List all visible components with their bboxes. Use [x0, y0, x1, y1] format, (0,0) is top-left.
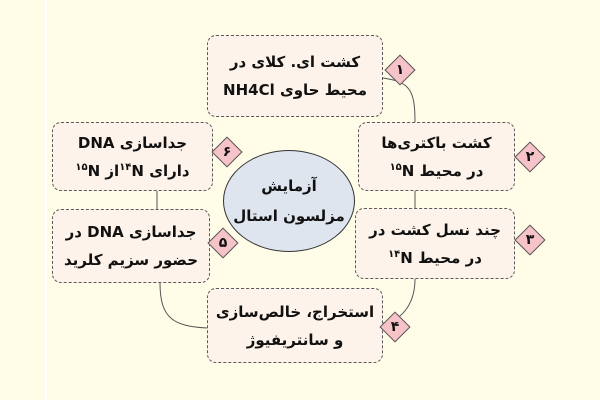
- step-5-number: ۵: [218, 235, 228, 251]
- isotope-mass: ۱۴: [119, 161, 132, 173]
- step-1-line2: محیط حاوی NH4Cl: [223, 81, 367, 99]
- isotope-mass: ۱۵: [75, 161, 88, 173]
- step-4-line2: و سانتریفیوژ: [246, 330, 344, 349]
- step-6-box: [52, 122, 213, 191]
- center-line1: آزمایش: [261, 177, 317, 195]
- isotope-symbol: N: [87, 161, 101, 180]
- isotope-mass: ۱۵: [389, 161, 402, 173]
- step-5-box: [52, 209, 210, 283]
- step-6-text: دارای: [143, 161, 190, 180]
- step-2-line1: کشت باکتری‌ها: [381, 133, 492, 152]
- isotope-symbol: N: [400, 248, 413, 267]
- step-5-line2: حضور سزیم کلرید: [63, 251, 199, 269]
- isotope-symbol: N: [131, 161, 144, 180]
- step-4-number: ۴: [390, 319, 400, 335]
- center-title: [223, 150, 355, 252]
- step-3-number: ۳: [525, 232, 535, 248]
- step-1-number: ۱: [395, 62, 405, 78]
- step-6-line1: جداسازی DNA: [77, 133, 188, 152]
- step-1-box: [207, 35, 383, 117]
- step-1-line1: کشت ای. کلای در: [229, 53, 361, 71]
- step-6-number: ۶: [222, 144, 232, 160]
- step-6-mid: از: [100, 161, 120, 180]
- step-5-line1: جداسازی DNA در: [65, 223, 197, 241]
- step-4-line1: استخراج، خالص‌سازی: [215, 302, 375, 321]
- step-6-line2: [75, 157, 189, 185]
- step-3-box: [355, 208, 515, 279]
- step-2-box: [358, 122, 515, 191]
- step-2-text: در محیط: [414, 161, 484, 180]
- step-3-text: در محیط: [412, 248, 482, 267]
- step-3-line2: [388, 244, 482, 272]
- step-2-number: ۲: [525, 149, 535, 165]
- isotope-mass: ۱۴: [388, 248, 401, 260]
- center-line2: مزلسون استال: [233, 207, 345, 225]
- step-4-box: [207, 288, 383, 363]
- step-2-line2: [390, 157, 484, 185]
- step-3-line1: چند نسل کشت در: [369, 220, 501, 239]
- connector-4-5: [160, 283, 207, 328]
- isotope-symbol: N: [401, 161, 415, 180]
